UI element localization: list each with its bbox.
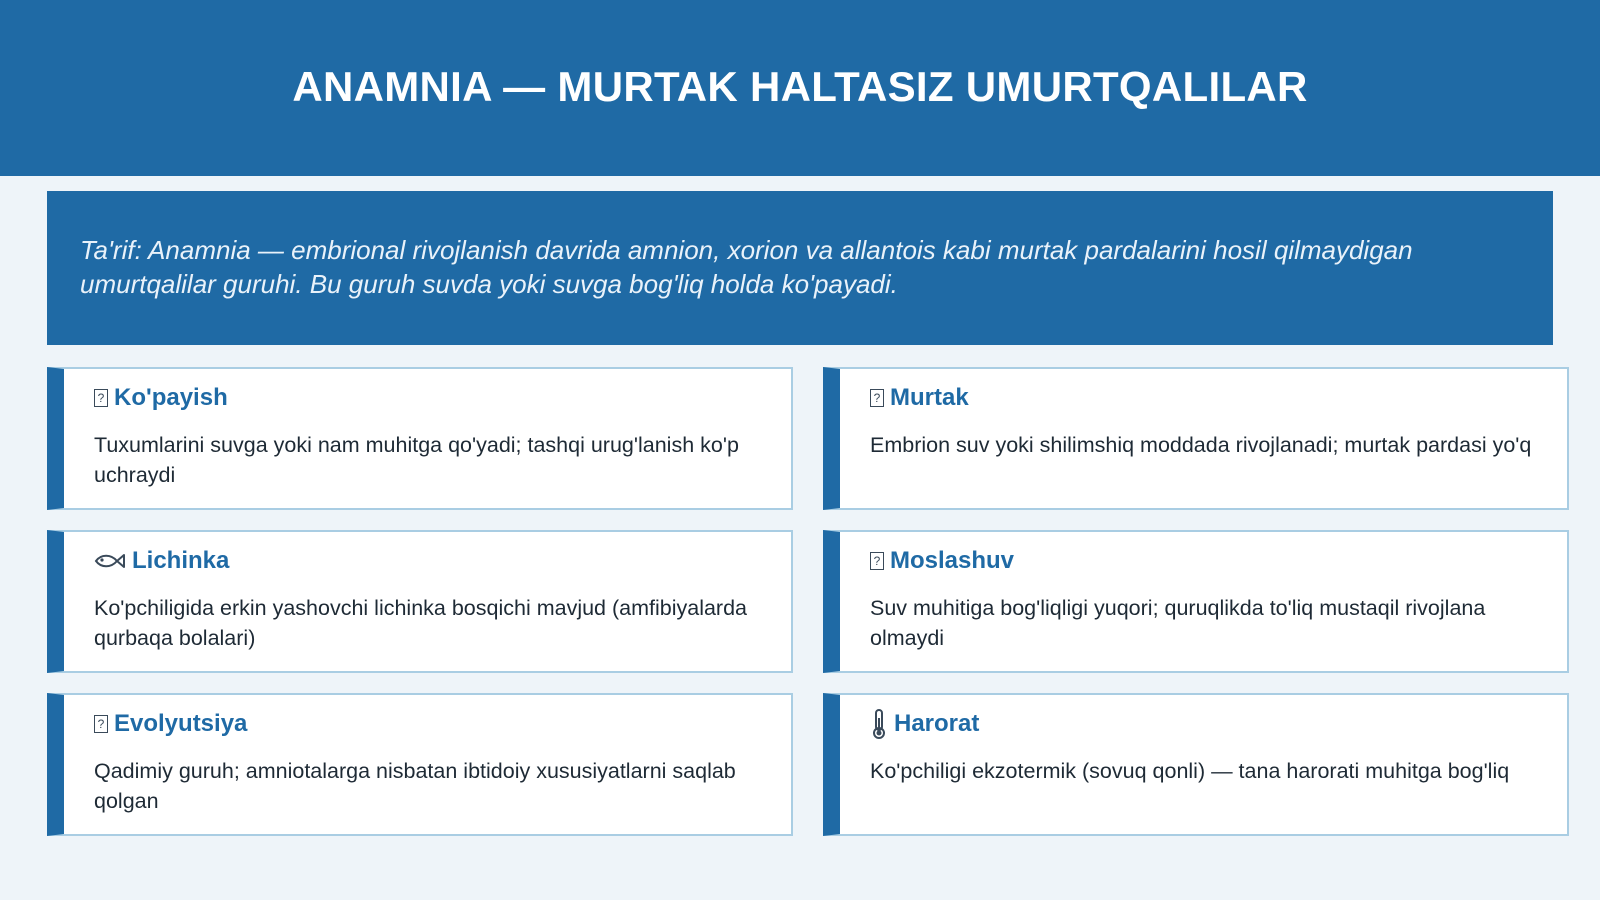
header-banner bbox=[0, 0, 1600, 176]
card-description: Suv muhitiga bog'liqligi yuqori; quruqlikda to'liq mustaqil rivojlana olmaydi bbox=[870, 596, 1486, 650]
card-title-text: Murtak bbox=[890, 384, 969, 411]
card-description: Embrion suv yoki shilimshiq moddada rivojlanadi; murtak pardasi yo'q bbox=[870, 433, 1532, 457]
fish-icon bbox=[94, 552, 126, 570]
definition-text: Ta'rif: Anamnia — embrional rivojlanish davrida amnion, xorion va allantois kabi murtak pardalarini hosil qilmaydigan umurtqalilar guruhi. Bu guruh suvda yoki suvga bog'liq holda ko'payadi. bbox=[80, 235, 1413, 299]
card-title-text: Evolyutsiya bbox=[114, 710, 248, 737]
card-title-text: Moslashuv bbox=[890, 547, 1015, 574]
card-title-text: Harorat bbox=[894, 710, 980, 737]
card-evolyutsiya bbox=[47, 693, 793, 836]
card-title bbox=[94, 383, 761, 413]
card-description: Ko'pchiligida erkin yashovchi lichinka bosqichi mavjud (amfibiyalarda qurbaqa bolalari) bbox=[94, 596, 748, 650]
card-harorat bbox=[823, 693, 1569, 836]
card-description: Qadimiy guruh; amniotalarga nisbatan ibtidoiy xususiyatlarni saqlab qolgan bbox=[94, 759, 736, 813]
card-moslashuv bbox=[823, 530, 1569, 673]
card-kopayish bbox=[47, 367, 793, 510]
card-title-text: Lichinka bbox=[132, 547, 230, 574]
card-title bbox=[94, 709, 761, 739]
definition-box bbox=[47, 191, 1553, 345]
card-description: Tuxumlarini suvga yoki nam muhitga qo'yadi; tashqi urug'lanish ko'p uchraydi bbox=[94, 433, 739, 487]
missing-glyph-icon: ? bbox=[94, 715, 108, 733]
card-description: Ko'pchiligi ekzotermik (sovuq qonli) — tana harorati muhitga bog'liq bbox=[870, 759, 1510, 783]
thermometer-icon bbox=[870, 708, 888, 740]
card-murtak bbox=[823, 367, 1569, 510]
card-title bbox=[870, 383, 1537, 413]
card-title bbox=[94, 546, 761, 576]
card-title-text: Ko'payish bbox=[114, 384, 228, 411]
missing-glyph-icon: ? bbox=[94, 389, 108, 407]
missing-glyph-icon: ? bbox=[870, 552, 884, 570]
card-lichinka bbox=[47, 530, 793, 673]
missing-glyph-icon: ? bbox=[870, 389, 884, 407]
page-title: ANAMNIA — MURTAK HALTASIZ UMURTQALILAR bbox=[292, 63, 1308, 110]
card-title bbox=[870, 709, 1537, 739]
card-title bbox=[870, 546, 1537, 576]
